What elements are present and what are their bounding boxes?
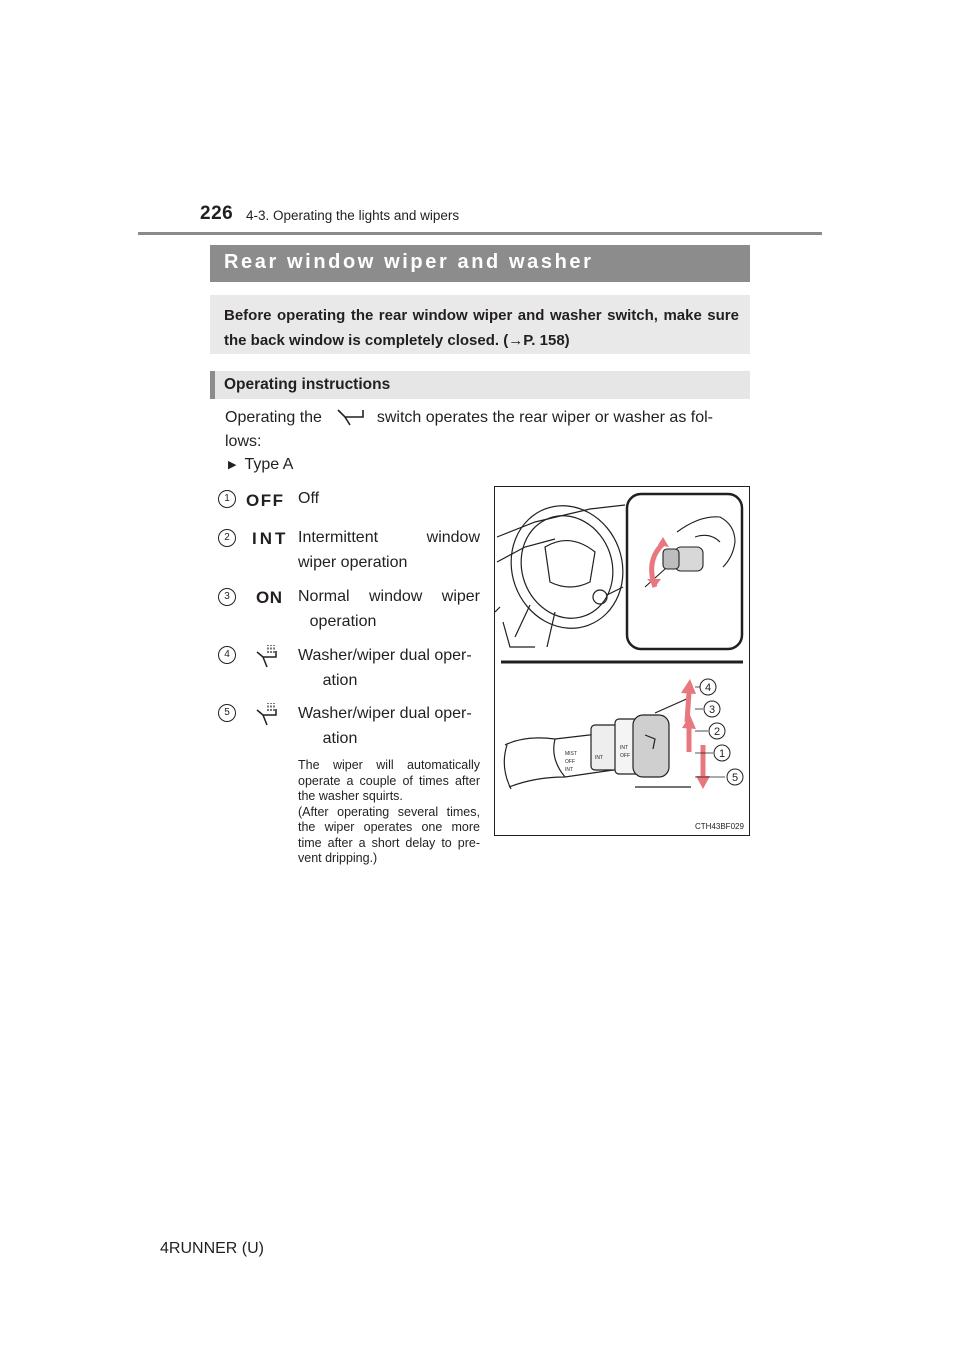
triangle-bullet-icon: ▶ <box>228 459 237 471</box>
item-number-1: 1 <box>218 490 236 508</box>
item-desc-5-line2: ation <box>322 730 358 747</box>
intro-box <box>210 295 750 354</box>
type-label-text: Type A <box>244 456 294 473</box>
item-desc-3-line1: Normal window wiper <box>298 588 480 605</box>
note-paragraph-1: The wiper will automatically operate a couple of times after the washer squirts. <box>298 758 480 803</box>
operating-text-line2: lows: <box>225 433 262 450</box>
wiper-switch-figure <box>494 486 750 836</box>
intro-text: Before operating the rear window wiper and washer switch, make sure the back window is completely closed. (→P. 158) <box>224 307 739 349</box>
item-desc-2-line2: wiper operation <box>298 554 408 571</box>
item-desc-1 <box>298 486 480 511</box>
steering-wheel-illustration <box>495 490 640 647</box>
wiper-stalk-illustration <box>504 697 691 789</box>
subsection-title: Operating instructions <box>224 376 391 393</box>
page-title: Rear window wiper and washer <box>224 251 594 273</box>
title-bar <box>210 245 750 282</box>
figure-code: CTH43BF029 <box>695 822 744 831</box>
item-number-4: 4 <box>218 646 236 664</box>
item-desc-1-line1: Off <box>298 490 320 507</box>
item-desc-5 <box>298 701 480 751</box>
item-number-5: 5 <box>218 704 236 722</box>
note-text <box>298 758 480 867</box>
item-desc-2 <box>298 525 480 575</box>
subsection-bar <box>210 371 750 399</box>
item-desc-3-line2: operation <box>309 613 377 630</box>
callout-2-label: 2 <box>713 726 721 738</box>
int-symbol: INT <box>252 529 289 548</box>
wiper-illustration <box>495 487 749 835</box>
callout-4-label: 4 <box>704 682 712 694</box>
section-title: 4-3. Operating the lights and wipers <box>246 208 460 223</box>
callout-1-label: 1 <box>718 748 726 760</box>
item-desc-4 <box>298 643 480 693</box>
item-desc-4-line1: Washer/wiper dual oper- <box>298 647 472 664</box>
item-desc-5-line1: Washer/wiper dual oper- <box>298 705 472 722</box>
type-label <box>228 456 293 474</box>
footer-model: 4RUNNER (U) <box>160 1240 264 1257</box>
item-number-2: 2 <box>218 529 236 547</box>
operating-text-end: switch operates the rear wiper or washer as fol- <box>376 409 713 426</box>
subsection-accent <box>210 371 215 399</box>
stalk-label-int: INT <box>565 767 574 773</box>
operating-text-start: Operating the <box>225 409 322 426</box>
item-desc-4-line2: ation <box>322 672 358 689</box>
stalk-label-off: OFF <box>565 759 575 765</box>
off-symbol: OFF <box>246 491 285 510</box>
rear-wiper-icon <box>326 406 372 426</box>
header-rule <box>138 232 822 235</box>
stalk-label-mist: MIST <box>565 751 577 757</box>
callout-5-label: 5 <box>731 772 739 784</box>
rear-washer-icon <box>253 701 279 727</box>
rear-washer-icon <box>253 643 279 669</box>
page-number: 226 <box>200 203 234 224</box>
on-symbol: ON <box>256 588 283 607</box>
stalk-label-off2: OFF <box>620 753 630 759</box>
stalk-label-int2: INT <box>595 755 604 761</box>
callout-3-label: 3 <box>708 704 716 716</box>
item-desc-3 <box>298 584 480 634</box>
item-number-3: 3 <box>218 588 236 606</box>
stalk-label-int3: INT <box>620 745 629 751</box>
direction-arrows <box>687 692 703 777</box>
note-paragraph-2: (After operating several times, the wiper operates one more time after a short delay to pre-vent dripping.) <box>298 804 480 865</box>
item-desc-2-line1: Intermittent window <box>298 529 480 546</box>
operating-text <box>225 406 750 430</box>
